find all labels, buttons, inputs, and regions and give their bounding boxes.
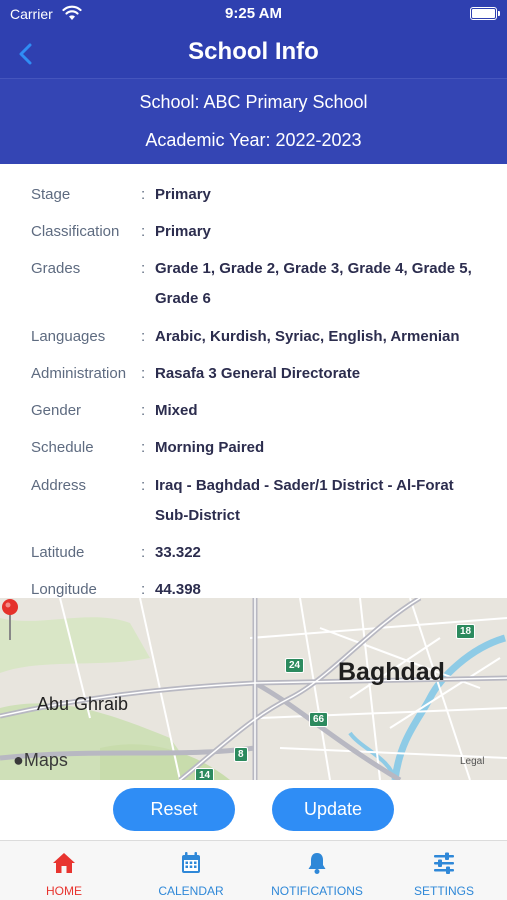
tab-label: SETTINGS — [413, 884, 474, 898]
map-background — [0, 598, 507, 780]
maps-logo: ●Maps — [13, 750, 68, 770]
detail-value: Rasafa 3 General Directorate — [155, 365, 361, 382]
update-button[interactable]: Update — [272, 788, 394, 831]
detail-colon: : — [141, 328, 146, 345]
carrier-label: Carrier — [10, 6, 53, 22]
detail-colon: : — [141, 439, 146, 456]
detail-label: Schedule — [31, 439, 94, 456]
detail-label: Grades — [31, 260, 81, 277]
calendar-icon — [179, 851, 203, 875]
tab-notifications[interactable] — [262, 841, 372, 900]
detail-label: Latitude — [31, 544, 85, 561]
detail-label: Stage — [31, 186, 71, 203]
detail-value: Arabic, Kurdish, Syriac, English, Armenian — [155, 328, 460, 345]
detail-label: Languages — [31, 328, 106, 345]
school-name: School: ABC Primary School — [139, 92, 368, 112]
detail-colon: : — [141, 477, 146, 494]
tab-calendar[interactable] — [146, 841, 236, 900]
detail-value: Mixed — [155, 402, 198, 419]
details-list[interactable] — [0, 164, 507, 598]
battery-icon — [470, 7, 497, 20]
map-view[interactable] — [0, 598, 507, 780]
road-badge: 24 — [285, 658, 304, 673]
road-badge: 14 — [195, 768, 214, 780]
detail-label: Gender — [31, 402, 82, 419]
detail-value: 44.398 — [155, 581, 201, 598]
detail-label: Administration — [31, 365, 127, 382]
detail-value: Grade 1, Grade 2, Grade 3, Grade 4, Grade 5, Grade 6 — [155, 260, 472, 307]
status-bar — [0, 0, 507, 30]
school-header — [0, 78, 507, 164]
tab-settings[interactable] — [400, 841, 488, 900]
detail-colon: : — [141, 186, 146, 203]
road-badge: 66 — [309, 712, 328, 727]
bell-icon — [305, 851, 329, 875]
map-legal-link[interactable]: Legal — [460, 756, 485, 767]
detail-value: Morning Paired — [155, 439, 265, 456]
detail-value: Primary — [155, 186, 211, 203]
page-title: School Info — [188, 38, 319, 65]
tab-label: CALENDAR — [158, 884, 224, 898]
detail-colon: : — [141, 260, 146, 277]
detail-label: Address — [31, 477, 87, 494]
tab-bar — [0, 840, 507, 900]
detail-colon: : — [141, 581, 146, 598]
home-icon — [52, 851, 76, 875]
sliders-icon — [432, 851, 456, 875]
tab-label: NOTIFICATIONS — [271, 884, 363, 898]
detail-value: Iraq - Baghdad - Sader/1 District - Al-Forat Sub-District — [155, 477, 454, 524]
tab-label: HOME — [46, 884, 82, 898]
detail-colon: : — [141, 223, 146, 240]
detail-colon: : — [141, 365, 146, 382]
reset-button[interactable]: Reset — [113, 788, 235, 831]
detail-value: 33.322 — [155, 544, 201, 561]
detail-value: Primary — [155, 223, 211, 240]
status-time: 9:25 AM — [225, 5, 282, 22]
detail-colon: : — [141, 544, 146, 561]
detail-label: Classification — [31, 223, 120, 240]
academic-year: Academic Year: 2022-2023 — [145, 130, 362, 150]
road-badge: 18 — [456, 624, 475, 639]
location-pin-icon[interactable] — [0, 598, 20, 642]
action-bar — [0, 780, 507, 840]
nav-bar — [0, 30, 507, 78]
tab-home[interactable] — [20, 841, 108, 900]
detail-colon: : — [141, 402, 146, 419]
map-label-city: Baghdad — [338, 658, 445, 686]
apple-logo-icon: ● — [13, 750, 24, 770]
road-badge: 8 — [234, 747, 248, 762]
map-label-area: Abu Ghraib — [37, 694, 129, 714]
detail-label: Longitude — [31, 581, 97, 598]
